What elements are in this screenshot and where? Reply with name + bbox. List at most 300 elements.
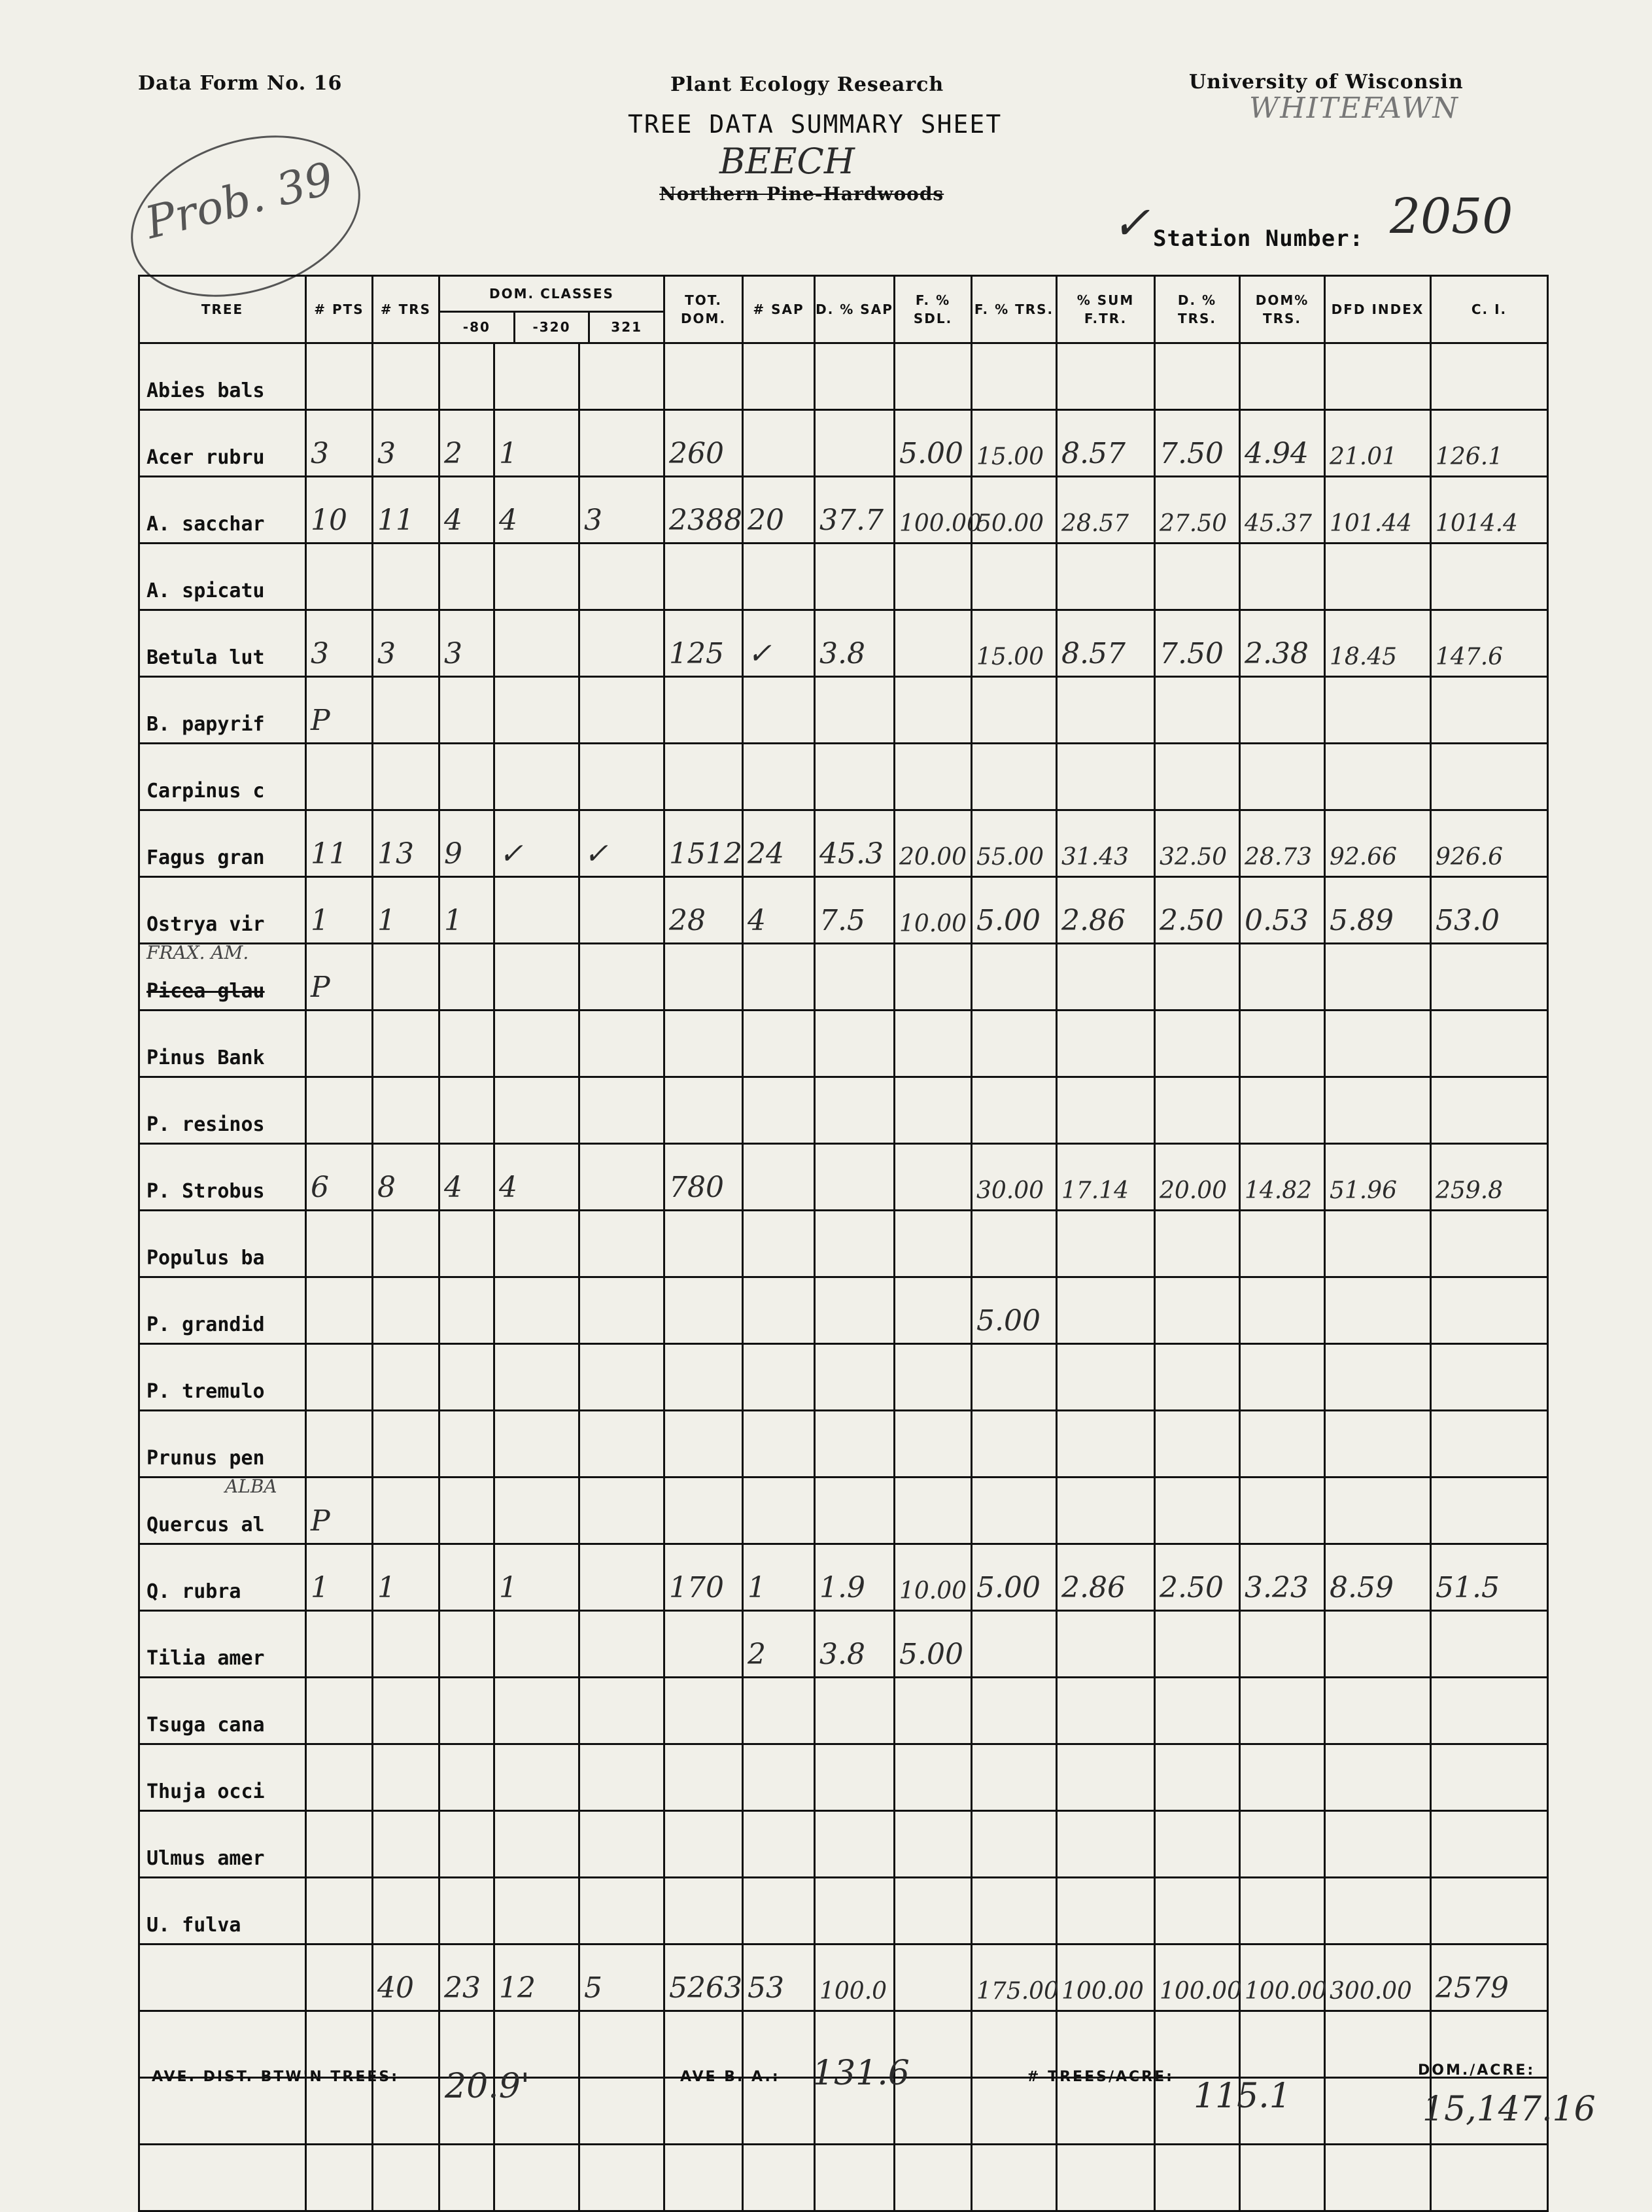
cell-sum-ftr	[1057, 1144, 1155, 1211]
cell-value: 125	[669, 637, 724, 670]
tree-name-cell	[139, 1678, 306, 1744]
tree-name-cell	[139, 544, 306, 610]
cell-f-trs	[972, 810, 1057, 877]
tree-name: Betula lut	[146, 646, 265, 669]
cell-d-sap	[815, 544, 895, 610]
cell-value: 5.89	[1330, 904, 1394, 937]
cell-ci	[1431, 1077, 1548, 1144]
cell-value: 4	[748, 904, 766, 937]
cell-sap	[743, 1144, 815, 1211]
cell-value: 147.6	[1436, 644, 1504, 670]
cell-sap	[743, 2078, 815, 2145]
dom-acre-value: 15,147.16	[1422, 2090, 1596, 2129]
cell-ci	[1431, 1211, 1548, 1277]
cell-dfd-index	[1325, 1011, 1431, 1077]
cell-value: 5.00	[976, 904, 1041, 937]
tree-name: P. resinos	[146, 1113, 265, 1136]
cell-dom-trs	[1240, 1344, 1325, 1411]
col-320: -320	[515, 313, 591, 342]
cell-sum-ftr	[1057, 2011, 1155, 2078]
cell-value: 28	[669, 904, 706, 937]
cell-dom-321	[579, 1744, 664, 1811]
cell-pts	[306, 2145, 373, 2211]
cell-d-trs	[1155, 1878, 1240, 1944]
tree-name: Abies bals	[146, 379, 265, 402]
table-row	[139, 2145, 1548, 2211]
cell-pts	[306, 1277, 373, 1344]
cell-sum-ftr	[1057, 677, 1155, 744]
table-row	[139, 1411, 1548, 1478]
cell-trs	[373, 810, 439, 877]
cell-value: 20	[748, 504, 784, 537]
cell-trs	[373, 1678, 439, 1744]
cell-sum-ftr	[1057, 1211, 1155, 1277]
cell-sap	[743, 944, 815, 1011]
tree-name-cell	[139, 1344, 306, 1411]
cell-tot-dom	[664, 1878, 743, 1944]
cell-value: 21.01	[1330, 443, 1398, 470]
cell-dom-trs	[1240, 1411, 1325, 1478]
cell-dfd-index	[1325, 810, 1431, 877]
cell-pts	[306, 1011, 373, 1077]
col-tree: TREE	[139, 276, 306, 343]
cell-value: 3.8	[819, 1638, 865, 1671]
cell-f-sdl	[895, 810, 972, 877]
cell-dom-80	[439, 1011, 494, 1077]
cell-value: 100.0	[819, 1978, 887, 2005]
cell-value: 11	[377, 504, 414, 537]
cell-value: 1.9	[819, 1571, 865, 1604]
cell-dom-80	[439, 610, 494, 677]
cell-d-sap	[815, 1077, 895, 1144]
cell-dom-80	[439, 877, 494, 944]
cell-value: 5.00	[899, 437, 963, 470]
cell-d-trs	[1155, 1944, 1240, 2011]
cell-ci	[1431, 1611, 1548, 1678]
cell-sum-ftr	[1057, 2078, 1155, 2145]
table-row	[139, 343, 1548, 410]
cell-dom-80	[439, 1611, 494, 1678]
cell-pts	[306, 1344, 373, 1411]
cell-dom-trs	[1240, 1211, 1325, 1277]
cell-dom-320	[494, 1277, 579, 1344]
cell-dfd-index	[1325, 610, 1431, 677]
cell-dfd-index	[1325, 1411, 1431, 1478]
university: University of Wisconsin	[1189, 71, 1464, 94]
table-row	[139, 544, 1548, 610]
cell-ci	[1431, 677, 1548, 744]
cell-dom-trs	[1240, 810, 1325, 877]
cell-value: 100.00	[1061, 1978, 1144, 2005]
cell-f-sdl	[895, 1611, 972, 1678]
cell-sum-ftr	[1057, 1277, 1155, 1344]
tree-name: Picea glau	[146, 980, 265, 1003]
cell-dfd-index	[1325, 677, 1431, 744]
cell-ci	[1431, 610, 1548, 677]
cell-value: 8	[377, 1171, 396, 1204]
cell-f-trs	[972, 944, 1057, 1011]
cell-value: 53	[748, 1971, 784, 2005]
cell-dom-trs	[1240, 1144, 1325, 1211]
cell-f-sdl	[895, 1144, 972, 1211]
cell-value: 92.66	[1330, 844, 1398, 871]
cell-f-trs	[972, 343, 1057, 410]
cell-dom-320	[494, 1077, 579, 1144]
cell-f-sdl	[895, 1678, 972, 1744]
cell-tot-dom	[664, 2145, 743, 2211]
cell-ci	[1431, 1744, 1548, 1811]
cell-dom-80	[439, 1211, 494, 1277]
cell-f-sdl	[895, 610, 972, 677]
cell-value: 126.1	[1436, 443, 1504, 470]
cell-d-sap	[815, 810, 895, 877]
cell-dom-80	[439, 944, 494, 1011]
cell-d-sap	[815, 1544, 895, 1611]
cell-sap	[743, 1544, 815, 1611]
cell-dom-80	[439, 1478, 494, 1544]
cell-sap	[743, 1011, 815, 1077]
cell-dom-80	[439, 1944, 494, 2011]
cell-tot-dom	[664, 1611, 743, 1678]
cell-value: 10	[311, 504, 347, 537]
cell-dom-trs	[1240, 2145, 1325, 2211]
cell-trs	[373, 1878, 439, 1944]
cell-dom-321	[579, 1944, 664, 2011]
table-row	[139, 744, 1548, 810]
col-f-sdl: F. % SDL.	[895, 276, 972, 343]
cell-dfd-index	[1325, 1544, 1431, 1611]
cell-dom-trs	[1240, 1277, 1325, 1344]
cell-trs	[373, 1277, 439, 1344]
cell-dfd-index	[1325, 343, 1431, 410]
cell-tot-dom	[664, 1277, 743, 1344]
checkmark-icon: ✓	[1112, 196, 1150, 250]
tree-name: Pinus Bank	[146, 1046, 265, 1069]
prob-note: Prob. 39	[140, 152, 339, 250]
tree-name: Prunus pen	[146, 1447, 265, 1470]
cell-f-trs	[972, 1478, 1057, 1544]
cell-ci	[1431, 477, 1548, 544]
cell-d-trs	[1155, 1744, 1240, 1811]
cell-value: 4	[444, 504, 462, 537]
cell-value: ✓	[584, 837, 608, 871]
cell-dom-trs	[1240, 1678, 1325, 1744]
cell-dom-320	[494, 877, 579, 944]
cell-dom-320	[494, 610, 579, 677]
cell-sap	[743, 1744, 815, 1811]
cell-value: 7.50	[1160, 437, 1224, 470]
cell-sum-ftr	[1057, 1878, 1155, 1944]
cell-tot-dom	[664, 944, 743, 1011]
cell-value: 4.94	[1245, 437, 1309, 470]
cell-sap	[743, 810, 815, 877]
cell-pts	[306, 1144, 373, 1211]
cell-tot-dom	[664, 810, 743, 877]
cell-f-trs	[972, 1544, 1057, 1611]
cell-dom-80	[439, 477, 494, 544]
ave-dist-label: AVE. DIST. BTW'N TREES:	[152, 2069, 400, 2085]
cell-dom-321	[579, 677, 664, 744]
cell-trs	[373, 1611, 439, 1678]
cell-dom-trs	[1240, 1811, 1325, 1878]
cell-dom-320	[494, 544, 579, 610]
cell-d-trs	[1155, 1811, 1240, 1878]
col-321: 321	[611, 319, 643, 335]
cell-dom-80	[439, 1077, 494, 1144]
cell-f-sdl	[895, 677, 972, 744]
cell-f-trs	[972, 1211, 1057, 1277]
cell-sap	[743, 1878, 815, 1944]
col-pts: # PTS	[306, 276, 373, 343]
cell-value: ✓	[748, 637, 772, 670]
cell-value: P	[311, 971, 330, 1004]
col-sum-ftr: % SUM F.TR.	[1057, 276, 1155, 343]
cell-value: 17.14	[1061, 1177, 1129, 1204]
cell-dom-80	[439, 343, 494, 410]
cell-f-sdl	[895, 1344, 972, 1411]
cell-value: 100.00	[899, 510, 982, 537]
cell-d-trs	[1155, 1277, 1240, 1344]
cell-dom-80	[439, 1277, 494, 1344]
cell-f-trs	[972, 1277, 1057, 1344]
cell-dom-320	[494, 1878, 579, 1944]
cell-value: 8.57	[1061, 637, 1126, 670]
cell-value: 11	[311, 837, 347, 871]
cell-dom-trs	[1240, 1544, 1325, 1611]
cell-value: 14.82	[1245, 1177, 1313, 1204]
cell-value: 10.00	[899, 910, 967, 937]
cell-value: 37.7	[819, 504, 884, 537]
cell-f-sdl	[895, 1277, 972, 1344]
table-row	[139, 477, 1548, 544]
cell-dom-320	[494, 1344, 579, 1411]
cell-value: 27.50	[1160, 510, 1228, 537]
cell-value: 5.00	[976, 1304, 1041, 1338]
cell-trs	[373, 1744, 439, 1811]
cell-ci	[1431, 2145, 1548, 2211]
cell-dom-trs	[1240, 343, 1325, 410]
cell-dom-321	[579, 1011, 664, 1077]
cell-trs	[373, 1077, 439, 1144]
cell-f-sdl	[895, 944, 972, 1011]
table-row	[139, 877, 1548, 944]
cell-value: 51.96	[1330, 1177, 1398, 1204]
cell-tot-dom	[664, 1744, 743, 1811]
cell-sap	[743, 410, 815, 477]
cell-value: 259.8	[1436, 1177, 1504, 1204]
cell-dfd-index	[1325, 2078, 1431, 2145]
cell-value: 300.00	[1330, 1978, 1412, 2005]
cell-value: 1	[748, 1571, 766, 1604]
cell-d-trs	[1155, 2145, 1240, 2211]
cell-pts	[306, 1077, 373, 1144]
tree-name: A. spicatu	[146, 579, 265, 602]
tree-name: A. sacchar	[146, 513, 265, 536]
cell-f-sdl	[895, 544, 972, 610]
cell-sum-ftr	[1057, 2145, 1155, 2211]
cell-tot-dom	[664, 1678, 743, 1744]
cell-ci	[1431, 1277, 1548, 1344]
cell-trs	[373, 1544, 439, 1611]
cell-f-trs	[972, 410, 1057, 477]
cell-sap	[743, 1944, 815, 2011]
cell-d-trs	[1155, 1144, 1240, 1211]
cell-dom-trs	[1240, 1077, 1325, 1144]
cell-dfd-index	[1325, 1344, 1431, 1411]
cell-d-trs	[1155, 1077, 1240, 1144]
cell-value: 1014.4	[1436, 510, 1518, 537]
cell-dom-trs	[1240, 744, 1325, 810]
col-dfd-index: DFD INDEX	[1325, 276, 1431, 343]
cell-dom-80	[439, 677, 494, 744]
cell-dfd-index	[1325, 1944, 1431, 2011]
cell-dom-trs	[1240, 1744, 1325, 1811]
handwritten-note: FRAX. AM.	[146, 942, 249, 963]
cell-value: 23	[444, 1971, 481, 2005]
cell-tot-dom	[664, 343, 743, 410]
cell-sap	[743, 2145, 815, 2211]
cell-value: 7.50	[1160, 637, 1224, 670]
cell-tot-dom	[664, 1077, 743, 1144]
tree-name: P. grandid	[146, 1313, 265, 1336]
tree-name-cell	[139, 2011, 306, 2078]
cell-value: 101.44	[1330, 510, 1412, 537]
cell-d-sap	[815, 1878, 895, 1944]
cell-dom-321	[579, 1478, 664, 1544]
table-row	[139, 1077, 1548, 1144]
cell-value: 30.00	[976, 1177, 1044, 1204]
cell-dom-320	[494, 1011, 579, 1077]
table-row	[139, 1277, 1548, 1344]
cell-dom-80	[439, 544, 494, 610]
cell-dfd-index	[1325, 1144, 1431, 1211]
cell-value: 170	[669, 1571, 724, 1604]
cell-tot-dom	[664, 1478, 743, 1544]
cell-f-trs	[972, 610, 1057, 677]
cell-f-trs	[972, 1811, 1057, 1878]
tree-name-cell	[139, 410, 306, 477]
cell-ci	[1431, 544, 1548, 610]
cell-pts	[306, 1811, 373, 1878]
table-row	[139, 677, 1548, 744]
cell-dom-trs	[1240, 1611, 1325, 1678]
cell-sum-ftr	[1057, 610, 1155, 677]
cell-f-sdl	[895, 477, 982, 544]
cell-sap	[743, 343, 815, 410]
cell-d-trs	[1155, 610, 1240, 677]
cell-dom-320	[494, 1678, 579, 1744]
struck-forest-type: Northern Pine-Hardwoods	[659, 183, 944, 205]
col-sap: # SAP	[743, 276, 815, 343]
cell-sap	[743, 1211, 815, 1277]
cell-value: 2388	[669, 504, 742, 537]
cell-d-trs	[1155, 1211, 1240, 1277]
cell-trs	[373, 677, 439, 744]
cell-dom-321	[579, 1544, 664, 1611]
tree-name-cell	[139, 1478, 306, 1544]
cell-dom-321	[579, 1811, 664, 1878]
cell-ci	[1431, 1011, 1548, 1077]
cell-dfd-index	[1325, 877, 1431, 944]
cell-dfd-index	[1325, 1611, 1431, 1678]
cell-sum-ftr	[1057, 1077, 1155, 1144]
tree-name-cell	[139, 877, 306, 944]
cell-trs	[373, 1411, 439, 1478]
tree-name: P. Strobus	[146, 1180, 265, 1203]
cell-ci	[1431, 1144, 1548, 1211]
cell-ci	[1431, 1678, 1548, 1744]
table-header-row	[139, 276, 1548, 343]
cell-dom-321	[579, 343, 664, 410]
cell-d-trs	[1155, 343, 1240, 410]
cell-value: 28.73	[1245, 844, 1313, 871]
cell-value: 1	[499, 1571, 517, 1604]
table-row	[139, 1344, 1548, 1411]
cell-dom-321	[579, 2145, 664, 2211]
cell-sap	[743, 1811, 815, 1878]
tree-name-cell	[139, 1878, 306, 1944]
cell-dom-80	[439, 1744, 494, 1811]
cell-value: 2.86	[1061, 1571, 1126, 1604]
table-row	[139, 1144, 1548, 1211]
cell-pts	[306, 1944, 373, 2011]
cell-value: 10.00	[899, 1578, 967, 1604]
cell-d-sap	[815, 1344, 895, 1411]
trees-acre-label: # TREES/ACRE:	[1027, 2069, 1174, 2085]
ave-dist-value: 20.9'	[445, 2067, 530, 2106]
col-ci: C. I.	[1431, 276, 1548, 343]
cell-f-trs	[972, 2145, 1057, 2211]
cell-sum-ftr	[1057, 877, 1155, 944]
cell-dom-321	[579, 1611, 664, 1678]
cell-ci	[1431, 410, 1548, 477]
cell-f-trs	[972, 1678, 1057, 1744]
cell-sap	[743, 744, 815, 810]
tree-name-cell	[139, 1544, 306, 1611]
cell-pts	[306, 877, 373, 944]
tree-name-cell	[139, 1077, 306, 1144]
cell-pts	[306, 1744, 373, 1811]
cell-d-sap	[815, 610, 895, 677]
cell-dom-80	[439, 1144, 494, 1211]
tree-name: Tilia amer	[146, 1647, 265, 1670]
col-d-trs: D. % TRS.	[1155, 276, 1240, 343]
cell-value: 0.53	[1245, 904, 1309, 937]
cell-value: 5.00	[899, 1638, 963, 1671]
cell-f-sdl	[895, 2145, 972, 2211]
cell-value: 2.50	[1160, 1571, 1224, 1604]
tree-name: P. tremulo	[146, 1380, 265, 1403]
cell-pts	[306, 1678, 373, 1744]
cell-sum-ftr	[1057, 1678, 1155, 1744]
cell-pts	[306, 2078, 373, 2145]
tree-name-cell	[139, 1211, 306, 1277]
cell-dom-320	[494, 1544, 579, 1611]
cell-sum-ftr	[1057, 477, 1155, 544]
cell-dfd-index	[1325, 2011, 1431, 2078]
col-dom-trs: DOM% TRS.	[1240, 276, 1325, 343]
tree-name-cell	[139, 343, 306, 410]
cell-dom-321	[579, 1344, 664, 1411]
cell-d-sap	[815, 1678, 895, 1744]
cell-f-trs	[972, 544, 1057, 610]
cell-trs	[373, 1811, 439, 1878]
tree-name-cell	[139, 1277, 306, 1344]
cell-value: 3	[584, 504, 602, 537]
cell-tot-dom	[664, 1944, 743, 2011]
cell-tot-dom	[664, 1544, 743, 1611]
cell-dom-320	[494, 1411, 579, 1478]
